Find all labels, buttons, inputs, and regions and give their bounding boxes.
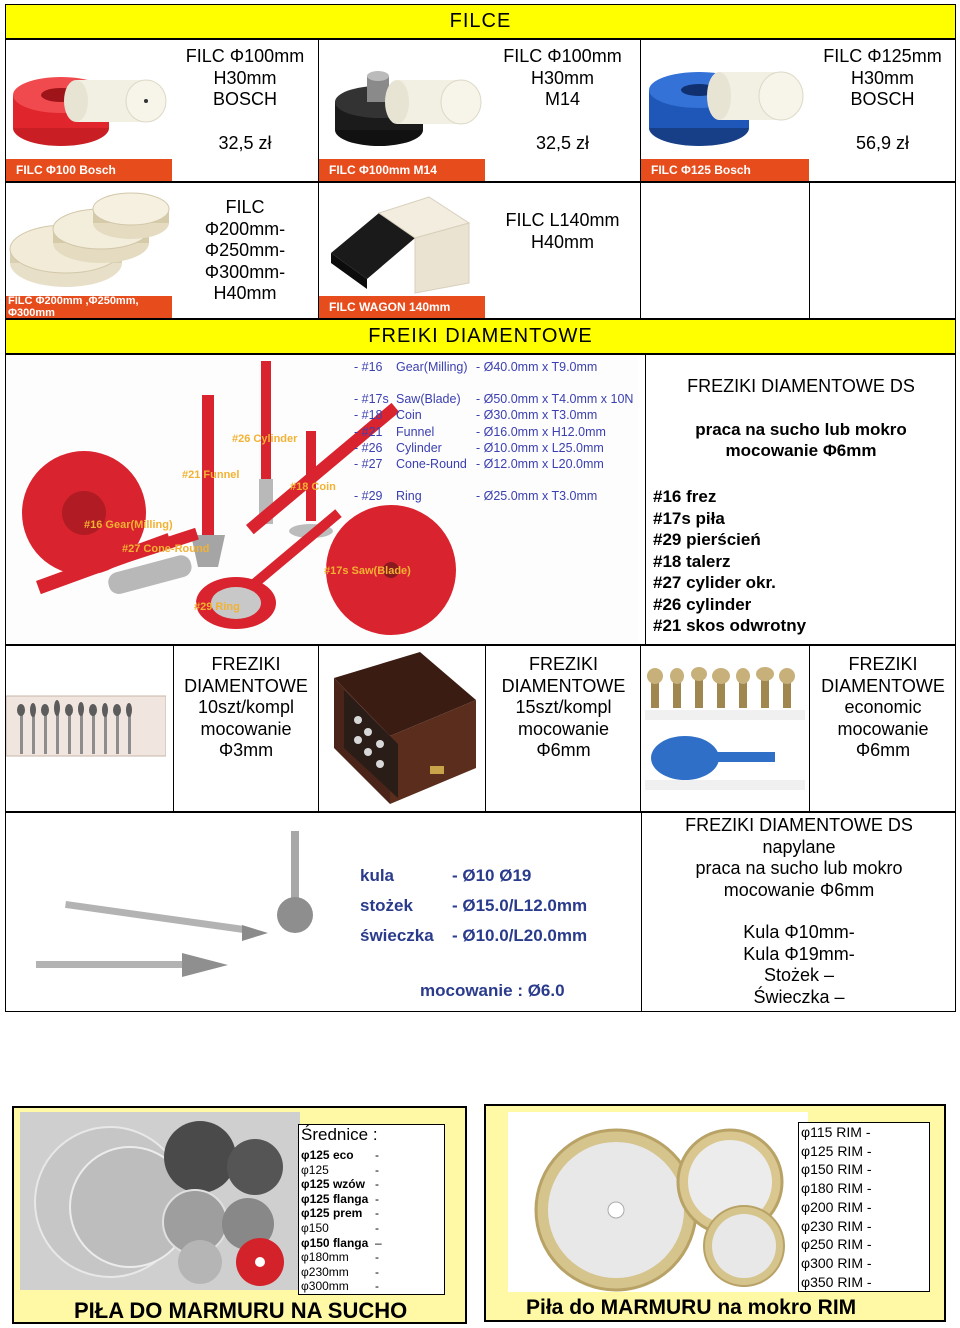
saw-dry-item [301,1265,442,1280]
ds-spec-cell: - Ø25.0mm x T3.0mm [476,489,598,504]
set-10-text [174,654,318,762]
saw-dry-item-dash: - [375,1177,379,1192]
filc-wagon-photo [319,183,485,318]
ds-spec-row [354,391,633,407]
ds-spec-row [354,488,633,504]
filc-item3-line: BOSCH [850,89,915,109]
filc-item1-line: H30mm [213,67,277,88]
saw-dry-item-dash: - [375,1220,379,1235]
ds-item-list [653,486,806,637]
ds-photo-label: #16 Gear(Milling) [84,519,173,531]
napylane-spec-label: świeczka [360,926,434,945]
napylane-line: napylane [762,836,836,857]
filc-item5-line: H40mm [530,231,594,252]
filc-wagon-caption: FILC WAGON 140mm [319,296,485,318]
saw-wet-item: φ150 RIM - [801,1161,872,1178]
ds-spec-cell: - Ø12.0mm x L20.0mm [476,457,604,472]
napylane-item: Stożek – [763,965,835,985]
ds-item: #17s piła [653,508,725,528]
set3-line: FREZIKI [848,654,918,674]
ds-photo-label: #29 Ring [194,601,240,613]
ds-spec-cell: Gear(Milling) [396,360,468,374]
ds-work-line-2: mocowanie Φ6mm [725,441,877,460]
saw-wet-item: φ250 RIM - [801,1236,872,1253]
ds-spec-list [354,359,633,504]
saw-dry-heading: Średnice : [301,1125,378,1144]
ds-spec-cell: - #21 [354,424,383,439]
filc-item1-price: 32,5 zł [218,132,272,153]
saw-wet-photo [508,1112,808,1292]
saw-dry-item-label: φ125 prem [301,1206,363,1221]
saw-dry-item-label: φ180mm [301,1250,349,1265]
set3-line: Φ6mm [855,740,911,760]
ds-item: #29 pierścień [653,530,761,549]
saw-dry-list [298,1124,445,1295]
ds-spec-cell: Funnel [396,424,435,439]
set-economic-text [810,654,956,762]
ds-spec-cell: - Ø16.0mm x H12.0mm [476,424,606,439]
saw-dry-item-dash: - [375,1250,379,1265]
ds-spec-row [354,407,633,423]
filc-item3-price: 56,9 zł [855,132,910,153]
saw-dry-item-label: φ230mm [301,1264,349,1279]
ds-spec-row [354,440,633,456]
filc-item3-line: H30mm [850,67,914,88]
saw-dry-item-dash: - [375,1148,379,1162]
filc-wagon-text [485,210,640,253]
filc-200-300-text [172,197,318,305]
filc-100-bosch-photo [6,40,172,181]
ds-spec-row [354,456,633,472]
filc-200-300-caption: FILC Φ200mm ,Φ250mm, Φ300mm [6,296,172,318]
napylane-line: FREZIKI DIAMENTOWE DS [685,815,913,835]
saw-dry-item-label: φ150 [301,1220,329,1235]
filc-item5-line: FILC L140mm [505,210,620,230]
filc-item4-line: Φ200mm- [204,218,286,239]
napylane-spec-value: - Ø10 Ø19 [452,866,532,885]
set1-line: mocowanie [200,718,292,739]
ds-work-line-1: praca na sucho lub mokro [695,419,907,439]
saw-dry-item-label: φ125 eco [301,1148,354,1162]
ds-title: FREZIKI DIAMENTOWE DS [687,376,915,396]
filc-125-bosch-caption: FILC Φ125 Bosch [641,159,809,181]
saw-wet-item: φ300 RIM - [801,1254,872,1271]
ds-spec-cell: - Ø40.0mm x T9.0mm [476,360,598,374]
filc-item2-line: M14 [544,89,580,109]
ds-spec-cell: - Ø50.0mm x T4.0mm x 10N [476,392,634,407]
filc-item4-line: FILC [225,197,265,217]
napylane-spec-rows [360,861,587,951]
saw-dry-photo [20,1112,300,1290]
filc-item3-line: FILC Φ125mm [823,46,942,66]
filc-item1-line: BOSCH [212,89,277,109]
saw-dry-item-dash: – [375,1235,382,1250]
filc-125-bosch-text [809,46,956,154]
ds-spec-cell: - #27 [354,457,383,472]
set-economic-photo [645,662,805,792]
napylane-item: Kula Φ19mm- [743,943,855,964]
saw-wet-item: φ115 RIM - [801,1124,871,1140]
saw-dry-item-label: φ125 flanga [301,1191,369,1206]
ds-photo-label: #27 Cone-Round [122,543,210,555]
ds-spec-cell: - #26 [354,440,383,455]
saw-dry-item-dash: - [375,1279,379,1294]
filc-100-bosch-caption: FILC Φ100 Bosch [6,159,172,181]
filc-item2-price: 32,5 zł [535,132,590,153]
ds-spec-cell: - #17s [354,392,389,407]
saw-dry-item [301,1177,442,1192]
napylane-mount-label: mocowanie [420,981,513,1000]
napylane-spec-value: - Ø10.0/L20.0mm [452,926,588,945]
ds-freiki-photo [6,355,638,644]
ds-photo-label: #26 Cylinder [232,433,298,445]
saw-wet-item: φ230 RIM - [801,1217,872,1234]
ds-spec-cell: - Ø30.0mm x T3.0mm [476,408,598,423]
ds-spec-cell: Cylinder [396,440,442,455]
ds-spec-row [354,424,633,440]
filc-100-m14-caption: FILC Φ100mm M14 [319,159,485,181]
saw-dry-item [301,1250,442,1265]
ds-item: #16 frez [653,487,717,506]
set2-line: Φ6mm [536,740,591,760]
ds-item: #18 talerz [653,551,731,571]
saw-dry-item [301,1206,442,1221]
saw-dry-item-label: φ125 [301,1162,329,1177]
set2-line: FREZIKI [528,654,598,674]
filc-200-300-photo [6,183,172,318]
saw-wet-items [801,1123,929,1291]
napylane-line: praca na sucho lub mokro [695,858,903,878]
ds-spec-cell: - #29 [354,489,383,504]
napylane-line: mocowanie Φ6mm [723,879,875,900]
napylane-mount-value: : Ø6.0 [517,981,565,1000]
saw-dry-item [301,1192,442,1207]
ds-spec-cell: Cone-Round [396,457,467,472]
saw-wet-title: Piła do MARMURU na mokro RIM [526,1296,857,1319]
ds-description [646,376,956,462]
ds-photo-label: #17s Saw(Blade) [324,565,411,577]
saw-wet-box [484,1104,946,1322]
set1-line: Φ3mm [218,740,274,760]
napylane-description [642,815,956,1008]
set1-line: 10szt/kompl [197,697,295,717]
napylane-spec-label: kula [360,866,395,885]
set2-line: DIAMENTOWE [501,675,626,696]
filce-section-title [5,4,956,39]
set-10-photo [6,690,166,762]
napylane-item: Kula Φ10mm- [743,922,855,942]
saw-dry-item [301,1279,442,1294]
filc-item2-line: FILC Φ100mm [503,46,622,66]
set1-line: DIAMENTOWE [184,675,308,696]
freiki-title-text: FREIKI DIAMENTOWE [368,325,593,347]
set3-line: mocowanie [837,718,929,739]
saw-dry-item [301,1221,442,1236]
saw-dry-box [12,1106,467,1324]
saw-dry-item-dash: - [375,1206,379,1221]
saw-dry-item [301,1236,442,1251]
napylane-spec-value: - Ø15.0/L12.0mm [452,896,588,915]
saw-dry-item-dash: - [375,1264,379,1279]
napylane-spec-row [360,921,587,951]
saw-dry-item-label: φ125 wzów [301,1177,365,1192]
ds-spec-row [354,359,633,375]
ds-item: #21 skos odwrotny [653,616,807,635]
napylane-mount-spec [420,981,565,1001]
filc-item4-line: Φ250mm- [204,240,286,260]
ds-spec-cell: - Ø10.0mm x L25.0mm [476,440,604,455]
ds-item: #27 cylider okr. [653,573,776,592]
filc-item4-line: H40mm [213,283,277,303]
set2-line: mocowanie [517,718,610,739]
filc-125-bosch-photo [641,40,809,181]
napylane-spec-row [360,891,587,921]
filc-100-bosch-text [172,46,318,154]
set-15-photo [330,648,480,806]
saw-dry-item-dash: - [375,1162,379,1177]
filce-title-text: FILCE [449,10,512,32]
saw-wet-item: φ350 RIM - [801,1273,872,1290]
ds-spec-cell: Saw(Blade) [396,392,461,407]
napylane-spec-label: stożek [360,896,413,915]
filc-item1-line: FILC Φ100mm [185,46,305,66]
filc-100-m14-text [485,46,640,154]
filc-item2-line: H30mm [530,67,594,88]
saw-wet-item: φ200 RIM - [801,1198,872,1215]
napylane-photo [6,813,640,1011]
saw-dry-item-dash: - [375,1191,379,1206]
ds-photo-label: #21 Funnel [182,469,240,481]
saw-dry-items [301,1148,442,1294]
ds-spec-cell: Coin [396,408,422,423]
napylane-item: Świeczka – [753,986,845,1007]
set3-line: economic [844,697,922,717]
filc-100-m14-photo [319,40,485,181]
set1-line: FREZIKI [211,654,281,674]
saw-dry-title: PIŁA DO MARMURU NA SUCHO [74,1298,408,1323]
saw-wet-item: φ180 RIM - [801,1180,872,1197]
napylane-spec-row [360,861,587,891]
filc-item4-line: Φ300mm- [204,261,286,282]
ds-spec-cell: - #16 [354,360,383,374]
set2-line: 15szt/kompl [515,697,612,717]
ds-item: #26 cylinder [653,594,752,614]
ds-spec-cell: - #18 [354,408,383,423]
freiki-section-title [5,319,956,354]
saw-wet-list [798,1122,930,1292]
saw-dry-item [301,1148,442,1163]
saw-dry-item-label: φ150 flanga [301,1235,369,1250]
saw-dry-item-label: φ300mm [301,1279,349,1294]
set3-line: DIAMENTOWE [821,675,945,696]
saw-wet-item: φ125 RIM - [801,1142,872,1159]
ds-spec-cell: Ring [396,489,422,504]
ds-photo-label: #18 Coin [290,481,336,493]
set-15-text [486,654,641,762]
saw-dry-item [301,1163,442,1178]
